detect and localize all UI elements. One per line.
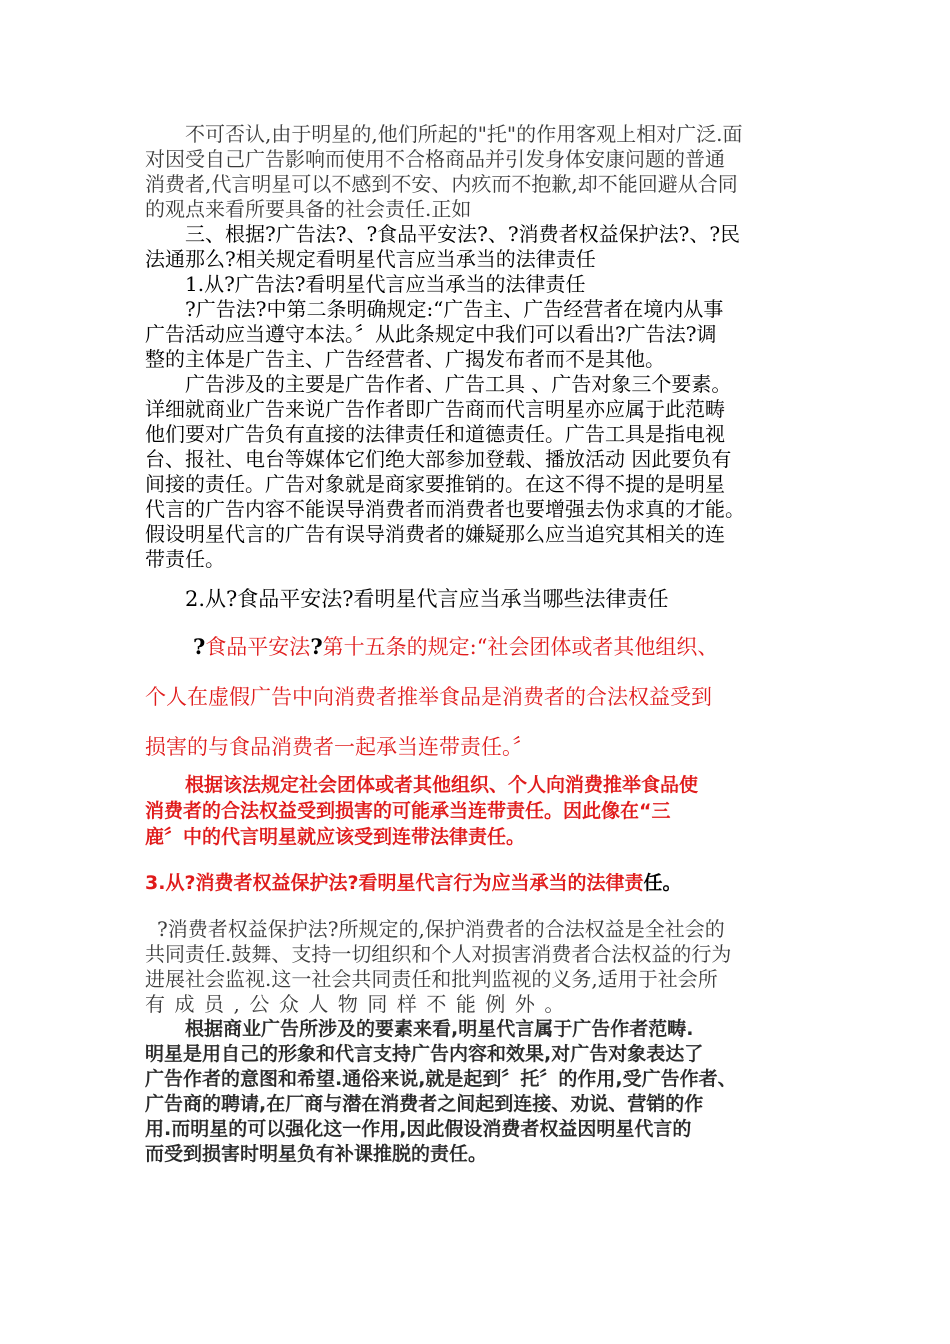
text-line: 三、根据?广告法?、?食品平安法?、?消费者权益保护法?、?民 bbox=[185, 222, 741, 246]
text-line: 广告商的聘请,在厂商与潜在消费者之间起到连接、劝说、营销的作 bbox=[145, 1093, 704, 1115]
text-line: 根据该法规定社会团体或者其他组织、个人向消费推举食品使 bbox=[185, 774, 699, 796]
text-line: 代言的广告内容不能误导消费者而消费者也要增强去伪求真的才能。 bbox=[145, 497, 745, 521]
subsection-1-analysis bbox=[145, 372, 805, 572]
subsection-3-heading bbox=[145, 870, 805, 896]
text-line: 法通那么?相关规定看明星代言应当承当的法律责任 bbox=[145, 247, 596, 271]
subsection-3-analysis bbox=[145, 1017, 805, 1167]
text-line: 广告涉及的主要是广告作者、广告工具 、广告对象三个要素。 bbox=[185, 372, 732, 396]
subsection-2-quote bbox=[145, 633, 805, 661]
subsection-3-article bbox=[145, 917, 805, 1017]
subsection-1-heading bbox=[145, 272, 805, 297]
text-line: 用.而明星的可以强化这一作用,因此假设消费者权益因明星代言的 bbox=[145, 1118, 692, 1140]
text-line: 有成员,公众人物同样不能例外。 bbox=[145, 992, 574, 1016]
text-line: 不可否认,由于明星的,他们所起的"托"的作用客观上相对广泛.面 bbox=[185, 122, 743, 146]
heading-red-text: 3.从?消费者权益保护法?看明星代言行为应当承当的法律责 bbox=[145, 872, 644, 894]
text-line: 2.从?食品平安法?看明星代言应当承当哪些法律责任 bbox=[185, 587, 669, 611]
text-line: 个人在虚假广告中向消费者推举食品是消费者的合法权益受到 bbox=[145, 685, 712, 709]
subsection-2-quote-line-2 bbox=[145, 683, 805, 711]
section-heading bbox=[145, 222, 805, 272]
heading-black-text: 任。 bbox=[643, 872, 682, 894]
text-line: ?消费者权益保护法?所规定的,保护消费者的合法权益是全社会的 bbox=[157, 917, 725, 941]
subsection-2-quote-line-3 bbox=[145, 733, 805, 761]
text-line: 对因受自己广告影响而使用不合格商品并引发身体安康问题的普通 bbox=[145, 147, 725, 171]
text-line: 消费者的合法权益受到损害的可能承当连带责任。因此像在“三 bbox=[145, 800, 671, 822]
text-line: 假设明星代言的广告有误导消费者的嫌疑那么应当追究其相关的连 bbox=[145, 522, 725, 546]
subsection-1-article bbox=[145, 297, 805, 372]
text-line: 1.从?广告法?看明星代言应当承当的法律责任 bbox=[185, 272, 586, 296]
text-line: 整的主体是广告主、广告经营者、广揭发布者而不是其他。 bbox=[145, 347, 665, 371]
subsection-2-conclusion bbox=[145, 772, 805, 850]
text-line: 根据商业广告所涉及的要素来看,明星代言属于广告作者范畴. bbox=[185, 1018, 694, 1040]
text-line: 间接的责任。广告对象就是商家要推销的。在这不得不提的是明星 bbox=[145, 472, 725, 496]
text-line bbox=[145, 633, 805, 661]
paragraph-intro bbox=[145, 122, 805, 222]
quote-mark: ? bbox=[310, 634, 323, 659]
text-line: 损害的与食品消费者一起承当连带责任。〞 bbox=[145, 735, 534, 759]
text-line: 明星是用自己的形象和代言支持广告内容和效果,对广告对象表达了 bbox=[145, 1043, 704, 1065]
quote-text: 第十五条的规定:“社会团体或者其他组织、 bbox=[322, 635, 719, 659]
text-line: 进展社会监视.这一社会共同责任和批判监视的义务,适用于社会所 bbox=[145, 967, 718, 991]
text-line: 的观点来看所要具备的社会责任.正如 bbox=[145, 197, 472, 221]
text-line: 详细就商业广告来说广告作者即广告商而代言明星亦应属于此范畴 bbox=[145, 397, 725, 421]
text-line: 广告作者的意图和希望.通俗来说,就是起到〞托〞的作用,受广告作者、 bbox=[145, 1068, 737, 1090]
text-line: 台、报社、电台等媒体它们绝大部参加登载、播放活动 因此要负有 bbox=[145, 447, 732, 471]
quote-mark: ? bbox=[193, 634, 206, 659]
text-line: 消费者,代言明星可以不感到不安、内疚而不抱歉,却不能回避从合同 bbox=[145, 172, 738, 196]
text-line: 带责任。 bbox=[145, 547, 225, 571]
subsection-2-heading bbox=[145, 585, 805, 613]
text-line: 广告活动应当遵守本法。〞从此条规定中我们可以看出?广告法?调 bbox=[145, 322, 717, 346]
law-name: 食品平安法 bbox=[205, 635, 311, 659]
text-line: 共同责任.鼓舞、支持一切组织和个人对损害消费者合法权益的行为 bbox=[145, 942, 732, 966]
text-line: 他们要对广告负有直接的法律责任和道德责任。广告工具是指电视 bbox=[145, 422, 725, 446]
text-line: 鹿〞中的代言明星就应该受到连带法律责任。 bbox=[145, 826, 526, 848]
text-line: ?广告法?中第二条明确规定:“广告主、广告经营者在境内从事 bbox=[185, 297, 724, 321]
text-line bbox=[145, 870, 805, 896]
text-line: 而受到损害时明星负有补课推脱的责任。 bbox=[145, 1143, 488, 1165]
